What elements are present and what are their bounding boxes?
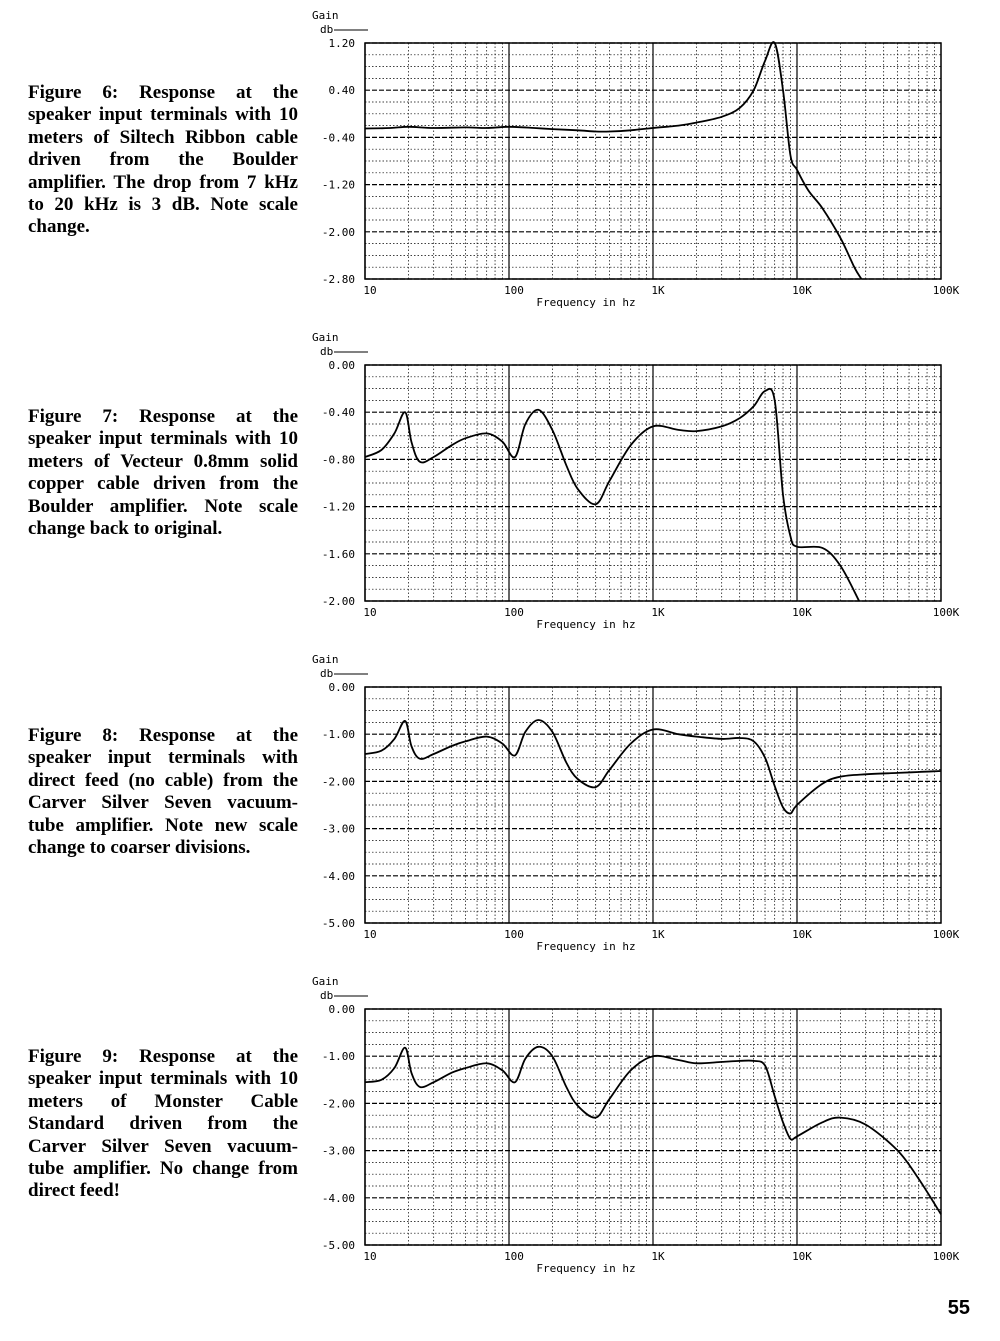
y-tick-label: -4.00 — [321, 869, 355, 883]
y-tick-label: -2.00 — [321, 225, 355, 239]
x-tick-label: 10 — [363, 284, 377, 297]
grid — [365, 1009, 941, 1245]
y-tick-label: -1.60 — [321, 547, 355, 561]
x-tick-label: 100K — [932, 284, 960, 297]
y-tick-label: -2.80 — [321, 273, 355, 286]
x-tick-label: 100K — [932, 1250, 960, 1263]
x-tick-label: 10K — [792, 284, 812, 297]
x-tick-label: 100 — [504, 1250, 524, 1263]
chart-svg — [300, 6, 990, 332]
y-unit-label: db — [320, 23, 334, 36]
y-tick-label: 0.40 — [328, 84, 355, 98]
x-tick-label: 10K — [792, 606, 812, 619]
x-tick-label: 1K — [651, 1250, 665, 1263]
x-tick-label: 100 — [504, 284, 524, 297]
y-unit-label: Gain — [312, 331, 339, 344]
y-tick-label: -5.00 — [321, 917, 355, 930]
grid — [365, 365, 941, 601]
y-tick-label: 0.00 — [328, 1003, 355, 1016]
figure-7-caption: Figure 7: Response at the speaker input terminals with 10 meters of Vecteur 0.8mm solid copper cable driven from the Boulder amplifier. Note scale change back to original. — [28, 406, 298, 540]
y-tick-label: -0.40 — [321, 406, 355, 420]
x-axis-label: Frequency in hz — [536, 296, 636, 309]
x-tick-label: 1K — [651, 606, 665, 619]
grid — [365, 687, 941, 923]
figure-6-caption: Figure 6: Response at the speaker input terminals with 10 meters of Siltech Ribbon cable driven from the Boulder amplifier. The drop from 7 kHz to 20 kHz is 3 dB. Note scale change. — [28, 82, 298, 238]
y-unit-label: db — [320, 989, 334, 1002]
y-tick-label: -4.00 — [321, 1191, 355, 1205]
y-tick-label: 0.00 — [328, 681, 355, 694]
y-tick-label: -3.00 — [321, 1144, 355, 1158]
y-tick-label: -2.00 — [321, 595, 355, 608]
x-axis-label: Frequency in hz — [536, 618, 636, 631]
y-tick-label: -1.20 — [321, 500, 355, 514]
x-tick-label: 10 — [363, 1250, 377, 1263]
chart-svg — [300, 328, 990, 654]
x-tick-label: 1K — [651, 928, 665, 941]
y-tick-label: 1.20 — [328, 37, 355, 50]
figure-9-chart — [300, 972, 990, 1298]
figure-8-caption: Figure 8: Response at the speaker input terminals with direct feed (no cable) from the Carver Silver Seven vacuum-tube amplifier. Note new scale change to coarser divisions. — [28, 725, 298, 859]
y-unit-label: db — [320, 345, 334, 358]
x-tick-label: 100 — [504, 928, 524, 941]
y-tick-label: -1.00 — [321, 728, 355, 742]
y-unit-label: Gain — [312, 653, 339, 666]
x-tick-label: 10 — [363, 606, 377, 619]
y-unit-label: Gain — [312, 975, 339, 988]
figure-7-chart — [300, 328, 990, 654]
x-tick-label: 10 — [363, 928, 377, 941]
chart-svg — [300, 972, 990, 1298]
y-unit-label: Gain — [312, 9, 339, 22]
chart-svg — [300, 650, 990, 976]
figure-9-caption: Figure 9: Response at the speaker input terminals with 10 meters of Monster Cable Standard driven from the Carver Silver Seven vacuum-tube amplifier. No change from direct feed! — [28, 1046, 298, 1202]
x-tick-label: 100 — [504, 606, 524, 619]
y-tick-label: 0.00 — [328, 359, 355, 372]
x-tick-label: 100K — [932, 928, 960, 941]
x-tick-label: 10K — [792, 1250, 812, 1263]
y-tick-label: -3.00 — [321, 822, 355, 836]
y-tick-label: -2.00 — [321, 1097, 355, 1111]
y-tick-label: -1.20 — [321, 178, 355, 192]
page-number: 55 — [947, 1297, 970, 1319]
y-tick-label: -2.00 — [321, 775, 355, 789]
x-axis-label: Frequency in hz — [536, 940, 636, 953]
grid — [365, 43, 941, 279]
x-tick-label: 100K — [932, 606, 960, 619]
y-tick-label: -0.80 — [321, 453, 355, 467]
y-unit-label: db — [320, 667, 334, 680]
y-tick-label: -5.00 — [321, 1239, 355, 1252]
figure-6-chart — [300, 6, 990, 332]
x-axis-label: Frequency in hz — [536, 1262, 636, 1275]
x-tick-label: 1K — [651, 284, 665, 297]
figure-8-chart — [300, 650, 990, 976]
y-tick-label: -1.00 — [321, 1050, 355, 1064]
x-tick-label: 10K — [792, 928, 812, 941]
y-tick-label: -0.40 — [321, 131, 355, 145]
